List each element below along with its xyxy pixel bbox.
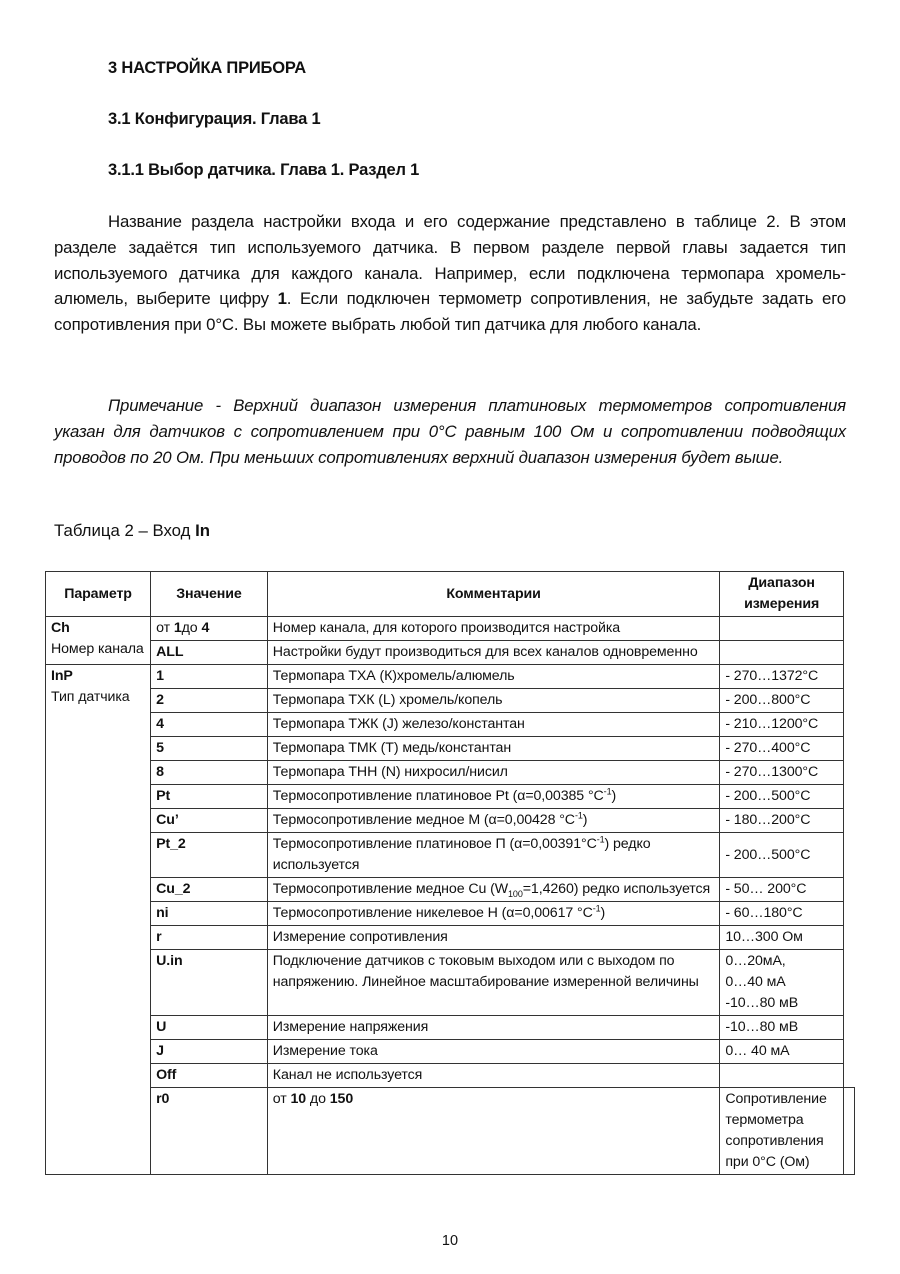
range-cell: 10…300 Ом (720, 926, 844, 950)
value-cell: Cu’ (151, 809, 268, 833)
value-cell: r (151, 926, 268, 950)
param-code: Ch (51, 620, 70, 636)
param-desc: Номер канала (51, 641, 144, 657)
range-cell: - 180…200°С (720, 809, 844, 833)
value-cell: Off (151, 1064, 268, 1088)
param-code: r0 (156, 1091, 170, 1107)
paragraph-text-1: Название раздела настройки входа и его содержание представлено в таблице 2. В этом разделе задаётся тип используемого датчика. В первом разделе первой главы задается тип используемого датчика для каждого канала. Например, если подключена термопара хромель-алюмель, выберите цифру (54, 212, 846, 309)
range-cell: 0…20мА, 0…40 мА -10…80 мВ (720, 950, 844, 1016)
value-cell: U.in (151, 950, 268, 1016)
table-row (46, 737, 855, 761)
header-range: Диапазон измерения (720, 572, 844, 617)
chapter-heading: 3 НАСТРОЙКА ПРИБОРА (108, 59, 306, 77)
range-cell: - 200…800°С (720, 689, 844, 713)
range-cell: - 50… 200°С (720, 878, 844, 902)
value-cell: 2 (151, 689, 268, 713)
range-cell: -10…80 мВ (720, 1016, 844, 1040)
comment-cell: Настройки будут производиться для всех каналов одновременно (267, 641, 720, 665)
comment-cell: Измерение напряжения (267, 1016, 720, 1040)
comment-cell: Измерение сопротивления (267, 926, 720, 950)
table-header-row (46, 572, 855, 617)
table-row (46, 926, 855, 950)
param-r0 (151, 1088, 268, 1175)
value-cell: от 1до 4 (151, 617, 268, 641)
table-row (46, 641, 855, 665)
comment-cell: Номер канала, для которого производится настройка (267, 617, 720, 641)
table-row (46, 1064, 855, 1088)
comment-cell: Измерение тока (267, 1040, 720, 1064)
header-value: Значение (151, 572, 268, 617)
paragraph-text-2: . Если подключен термометр сопротивления, не забудьте задать его сопротивления при 0°С. Вы можете выбрать любой тип датчика для любого канала. (54, 289, 846, 335)
table-row (46, 1040, 855, 1064)
table-row (46, 950, 855, 1016)
value-cell: от 10 до 150 (267, 1088, 720, 1175)
value-cell: 8 (151, 761, 268, 785)
range-cell: - 200…500°С (720, 785, 844, 809)
range-cell: - 270…400°С (720, 737, 844, 761)
value-cell: Pt_2 (151, 833, 268, 878)
comment-cell: Канал не используется (267, 1064, 720, 1088)
table-row (46, 1016, 855, 1040)
comment-cell: Термопара ТХК (L) хромель/копель (267, 689, 720, 713)
value-cell: ALL (151, 641, 268, 665)
subsection-heading: 3.1.1 Выбор датчика. Глава 1. Раздел 1 (108, 161, 420, 179)
comment-cell: Термосопротивление медное М (α=0,00428 $^\circ С^{-1}$) (267, 809, 720, 833)
range-cell: - 200…500°С (720, 833, 844, 878)
range-cell: - 210…1200°С (720, 713, 844, 737)
range-cell (720, 641, 844, 665)
value-cell: ni (151, 902, 268, 926)
range-cell: - 270…1300°С (720, 761, 844, 785)
range-cell (720, 1064, 844, 1088)
comment-cell: Термосопротивление платиновое Pt (α=0,00385 $^\circ С^{-1}$) (267, 785, 720, 809)
comment-cell: Термосопротивление платиновое П $(\alpha=0,00391^\circ С^{-1})$ редко используется (267, 833, 720, 878)
caption-bold: In (195, 521, 210, 540)
range-cell: - 270…1372°С (720, 665, 844, 689)
comment-cell: Термопара ТХА (К)хромель/алюмель (267, 665, 720, 689)
header-parameter: Параметр (46, 572, 151, 617)
page-number: 10 (441, 1233, 459, 1249)
comment-cell: Термосопротивление никелевое Н (α=0,00617 $^\circ С^{-1}$) (267, 902, 720, 926)
table-row (46, 809, 855, 833)
param-code: InP (51, 668, 73, 684)
table-caption (54, 521, 210, 541)
range-cell: - 60…180°С (720, 902, 844, 926)
value-cell: 4 (151, 713, 268, 737)
input-settings-table (45, 571, 855, 1175)
note-paragraph (54, 393, 846, 470)
note-text: Примечание - Верхний диапазон измерения платиновых термометров сопротивления указан для датчиков с сопротивлением при 0°С равным 100 Ом и сопротивлении подводящих проводов по 20 Ом. При меньших сопротивлениях верхний диапазон измерения будет выше. (54, 396, 846, 467)
comment-cell: Термопара ТЖК (J) железо/константан (267, 713, 720, 737)
table-row (46, 713, 855, 737)
intro-paragraph (54, 209, 846, 338)
table-row (46, 833, 855, 878)
table-row (46, 878, 855, 902)
range-cell (844, 1088, 855, 1175)
table-row (46, 761, 855, 785)
param-ch (46, 617, 151, 665)
value-cell: Cu_2 (151, 878, 268, 902)
comment-cell: Термосопротивление медное Cu $(W_{100}=1,4260)$ редко используется (267, 878, 720, 902)
comment-cell: Сопротивление термометра сопротивления при 0°С (Ом) (720, 1088, 844, 1175)
value-cell: 5 (151, 737, 268, 761)
table-row (46, 902, 855, 926)
value-cell: J (151, 1040, 268, 1064)
table-row (46, 665, 855, 689)
value-cell: U (151, 1016, 268, 1040)
section-heading: 3.1 Конфигурация. Глава 1 (108, 110, 321, 128)
caption-text: Таблица 2 – Вход (54, 521, 196, 540)
param-desc: Тип датчика (51, 689, 130, 705)
comment-cell: Термопара ТМК (Т) медь/константан (267, 737, 720, 761)
comment-cell: Термопара ТНН (N) нихросил/нисил (267, 761, 720, 785)
value-cell: Pt (151, 785, 268, 809)
table-row (46, 785, 855, 809)
param-inp (46, 665, 151, 1175)
range-cell: 0… 40 мА (720, 1040, 844, 1064)
table-row (46, 617, 855, 641)
paragraph-bold: 1 (277, 289, 287, 309)
table-row (46, 1088, 855, 1175)
range-cell (720, 617, 844, 641)
table-row (46, 689, 855, 713)
value-cell: 1 (151, 665, 268, 689)
header-comments: Комментарии (267, 572, 720, 617)
comment-cell: Подключение датчиков с токовым выходом или с выходом по напряжению. Линейное масштабирование измеренной величины (267, 950, 720, 1016)
